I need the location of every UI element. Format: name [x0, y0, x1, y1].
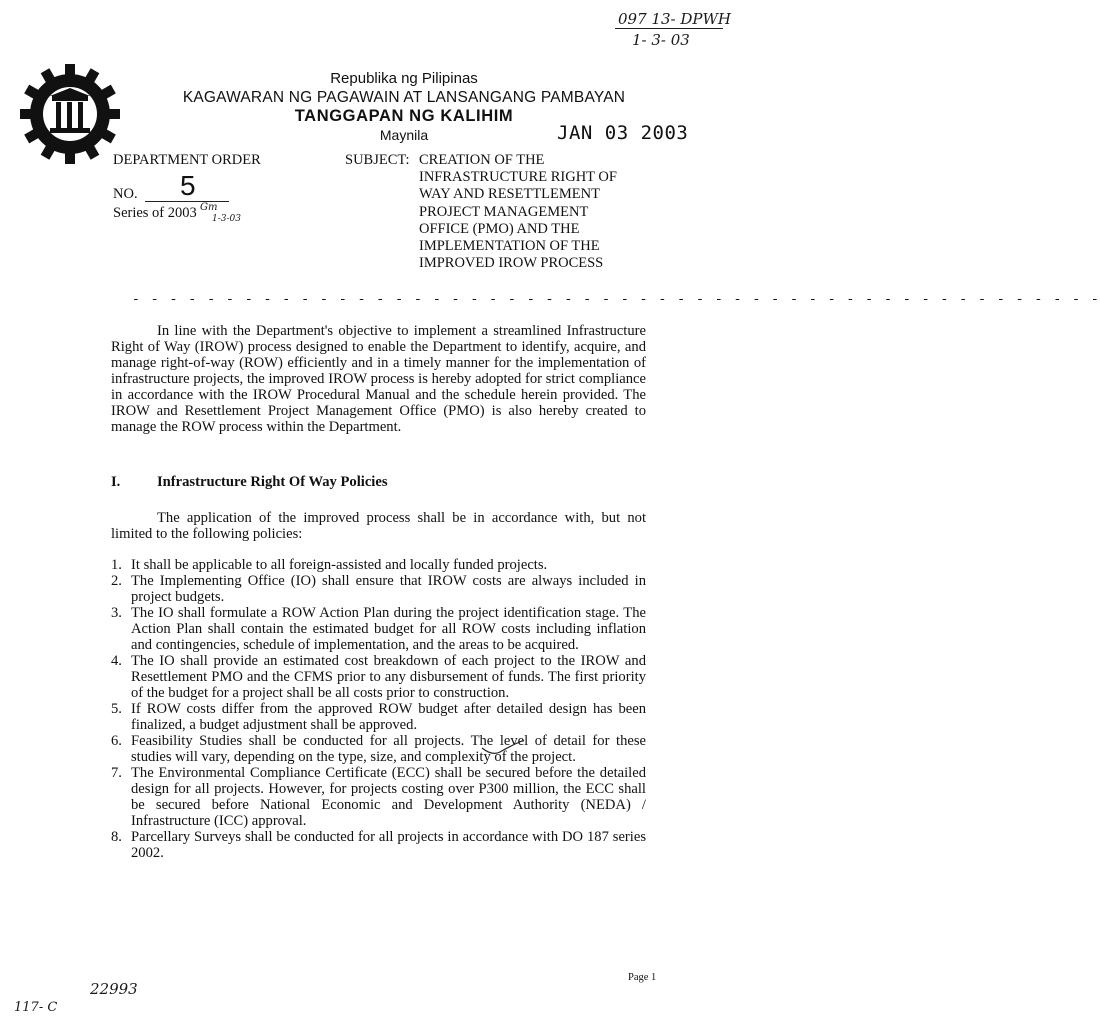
list-item-number: 5. — [111, 701, 122, 717]
subject-line: OFFICE (PMO) AND THE — [419, 220, 580, 237]
list-item-number: 8. — [111, 829, 122, 845]
subject-line: IMPLEMENTATION OF THE — [419, 238, 600, 255]
intro-paragraph: In line with the Department's objective to implement a streamlined Infrastructure Right of Way (IROW) process designed to enable the Department to identify, acquire, and manage right-of-way (ROW) efficiently and in a timely manner for the implementation of infrastructure projects, the improved IROW process is hereby adopted for strict compliance in accordance with the IROW Procedural Manual and the schedule herein provided. The IROW and Resettlement Project Management Office (PMO) is also hereby created to manage the ROW process within the Department. — [111, 323, 646, 435]
header-republic: Republika ng Pilipinas — [330, 70, 478, 87]
subject-line: IMPROVED IROW PROCESS — [419, 255, 604, 272]
subject-line: INFRASTRUCTURE RIGHT OF — [419, 169, 617, 186]
list-item-text: If ROW costs differ from the approved ROW budget after detailed design has been finalized, a budget adjustment shall be approved. — [131, 701, 646, 733]
list-item-text: It shall be applicable to all foreign-assisted and locally funded projects. — [131, 557, 548, 573]
section-number: I. — [111, 474, 121, 490]
list-item-text: Feasibility Studies shall be conducted for all projects. The level of detail for these studies will vary, depending on the type, size, and complexity of the project. — [131, 733, 646, 765]
policy-list — [111, 557, 646, 861]
subject-text — [419, 152, 617, 272]
handwritten-reference: 097 13- DPWH — [618, 10, 731, 28]
list-item-text: The Implementing Office (IO) shall ensure that IROW costs are always included in project budgets. — [131, 573, 646, 605]
header-city: Maynila — [379, 127, 429, 143]
subject-label: SUBJECT: — [345, 152, 410, 168]
order-number-value: 5 — [180, 170, 196, 201]
handwritten-series-date: 1-3-03 — [212, 214, 241, 224]
list-item — [111, 701, 646, 733]
section-heading — [111, 474, 388, 491]
list-item-text: The Environmental Compliance Certificate (ECC) shall be secured before the detailed design for all projects. However, for projects costing over P300 million, the ECC shall be secured before National Economic and Development Authority (NEDA) / Infrastructure (ICC) approval. — [131, 765, 646, 829]
handwritten-date: 1- 3- 03 — [632, 31, 690, 49]
page-number: Page 1 — [628, 972, 657, 983]
separator-line: - - - - - - - - - - - - - - - - - - - - - - - - - - - - - - - - - - - - - - - - - - - - - - - - - - - - — [132, 292, 1100, 307]
handwritten-check-mark-icon — [480, 738, 526, 758]
list-item-text: The IO shall formulate a ROW Action Plan during the project identification stage. The Action Plan shall contain the estimated budget for all ROW costs including inflation and contingencies, schedule of implementation, and the areas to be acquired. — [131, 605, 646, 653]
list-item-number: 1. — [111, 557, 122, 573]
list-item — [111, 653, 646, 701]
list-item — [111, 765, 646, 829]
order-number-label: NO. — [113, 186, 138, 202]
list-item-number: 6. — [111, 733, 122, 749]
handwritten-underline — [615, 28, 723, 29]
subject-line: WAY AND RESETTLEMENT — [419, 186, 600, 203]
list-item-number: 3. — [111, 605, 122, 621]
subject-line: PROJECT MANAGEMENT — [419, 203, 589, 220]
order-series: Series of 2003 — [113, 205, 197, 221]
list-item-number: 7. — [111, 765, 122, 781]
handwritten-series-note: Gm — [200, 202, 218, 213]
handwritten-margin-note: 117- C — [14, 1000, 58, 1015]
list-item — [111, 573, 646, 605]
subject-line: CREATION OF THE — [419, 152, 545, 168]
handwritten-document-number: 22993 — [90, 980, 138, 998]
list-item — [111, 733, 646, 765]
list-item-number: 2. — [111, 573, 122, 589]
section-title: Infrastructure Right Of Way Policies — [157, 474, 388, 490]
list-item — [111, 605, 646, 653]
date-stamp: JAN 03 2003 — [557, 122, 689, 144]
list-item — [111, 557, 646, 573]
section-lead-paragraph: The application of the improved process shall be in accordance with, but not limited to the following policies: — [111, 510, 646, 542]
list-item-text: The IO shall provide an estimated cost breakdown of each project to the IROW and Resettlement PMO and the CFMS prior to any disbursement of funds. The first priority of the budget for a project shall be all costs prior to construction. — [131, 653, 646, 701]
department-order-label: DEPARTMENT ORDER — [113, 152, 261, 168]
list-item-number: 4. — [111, 653, 122, 669]
list-item — [111, 829, 646, 861]
header-office: TANGGAPAN NG KALIHIM — [294, 107, 514, 125]
header-department: KAGAWARAN NG PAGAWAIN AT LANSANGANG PAMBAYAN — [182, 89, 626, 106]
list-item-text: Parcellary Surveys shall be conducted for all projects in accordance with DO 187 series 2002. — [131, 829, 646, 861]
